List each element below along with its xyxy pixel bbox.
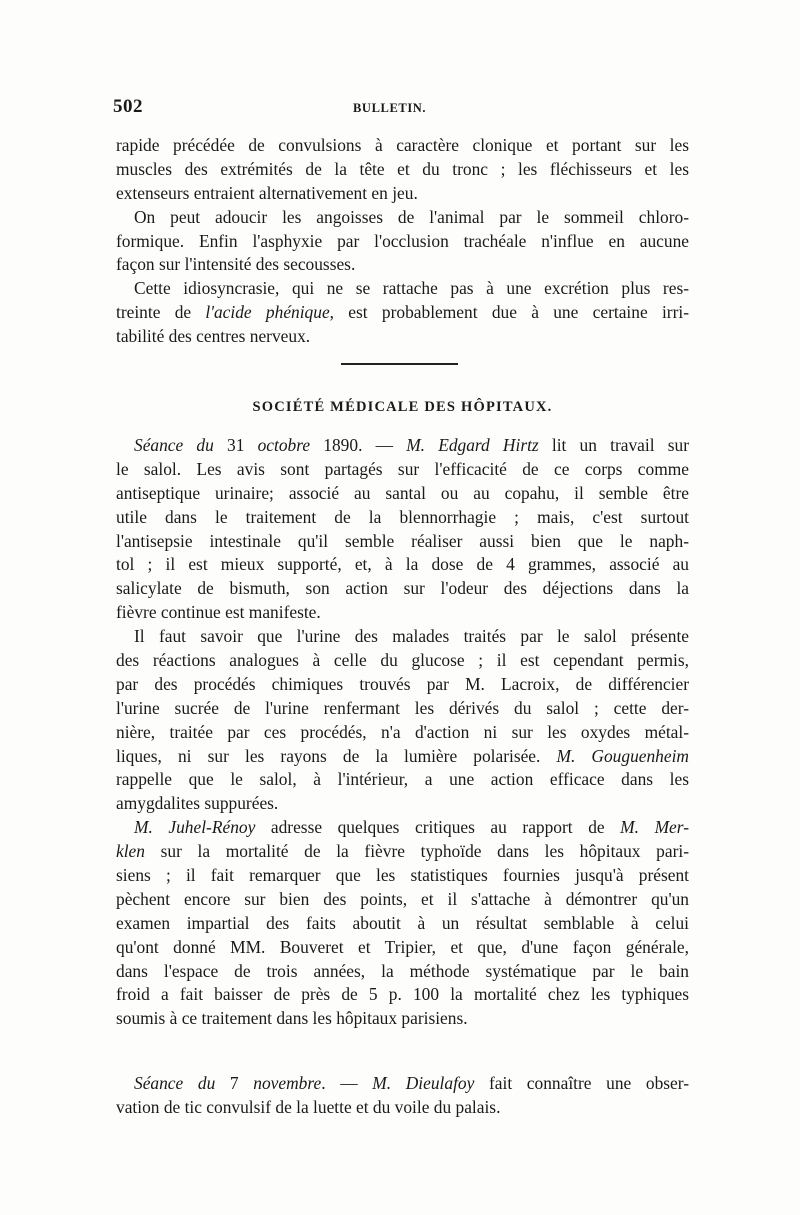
text-fragment: 7 <box>215 1073 254 1093</box>
text-line: qu'ont donné MM. Bouveret et Tripier, et que, d'une façon générale, <box>116 936 689 957</box>
running-head-title: BULLETIN. <box>353 101 427 115</box>
text-line: On peut adoucir les angoisses de l'animal par le sommeil chloro- <box>134 206 689 227</box>
text-line: soumis à ce traitement dans les hôpitaux parisiens. <box>116 1008 468 1029</box>
section-text-final <box>116 1072 689 1120</box>
text-line: façon sur l'intensité des secousses. <box>116 254 356 275</box>
text-line <box>116 434 689 458</box>
text-fragment: 1890. — <box>310 435 407 455</box>
speaker-name: M. Gouguenheim <box>556 745 689 766</box>
text-line: Il faut savoir que l'urine des malades traités par le salol présente <box>134 626 689 647</box>
text-line: froid a fait baisser de près de 5 p. 100 la mortalité chez les typhiques <box>116 984 689 1005</box>
text-fragment: fait connaître une obser- <box>474 1073 690 1093</box>
text-line: le salol. Les avis sont partagés sur l'efficacité de ce corps comme <box>116 458 689 479</box>
section-divider <box>341 363 458 365</box>
text-line: pèchent encore sur bien des points, et il s'attache à démontrer qu'un <box>116 888 689 909</box>
text-line <box>116 1072 689 1096</box>
text-line <box>116 745 689 769</box>
text-line <box>116 816 689 840</box>
session-date: Séance du <box>134 435 214 455</box>
text-line: rapide précédée de convulsions à caractère clonique et portant sur les <box>116 135 689 155</box>
text-line: antiseptique urinaire; associé au santal ou au copahu, il semble être <box>116 482 689 503</box>
text-line: dans l'espace de trois années, la méthode systématique par le bain <box>116 960 689 981</box>
text-fragment: . — <box>321 1073 373 1093</box>
text-line <box>116 840 689 864</box>
section-heading: SOCIÉTÉ MÉDICALE DES HÔPITAUX. <box>252 399 553 415</box>
text-line: examen impartial des faits aboutit à un résultat semblable à celui <box>116 912 689 933</box>
speaker-name: klen <box>116 841 145 862</box>
session-month: octobre <box>257 435 311 455</box>
speaker-name: M. Dieulafoy <box>372 1073 475 1093</box>
section-text <box>116 434 689 1031</box>
text-fragment: treinte de <box>116 302 206 323</box>
text-line: tabilité des centres nerveux. <box>116 326 311 347</box>
speaker-name: M. Mer- <box>620 817 689 838</box>
text-line: salicylate de bismuth, son action sur l'odeur des déjections dans la <box>116 578 689 599</box>
text-fragment: adresse quelques critiques au rapport de <box>255 817 621 838</box>
text-line: muscles des extrémités de la tête et du tronc ; les fléchisseurs et les <box>116 158 689 179</box>
text-fragment: sur la mortalité de la fièvre typhoïde dans les hôpitaux pari- <box>144 841 689 862</box>
text-line: l'antisepsie intestinale qu'il semble réaliser aussi bien que le naph- <box>116 530 689 551</box>
text-line: tol ; il est mieux supporté, et, à la dose de 4 grammes, associé au <box>116 554 689 575</box>
text-line: nière, traitée par ces procédés, n'a d'action ni sur les oxydes métal- <box>116 721 689 742</box>
text-line: rappelle que le salol, à l'intérieur, a une action efficace dans les <box>116 769 689 790</box>
text-fragment: 31 <box>213 435 258 455</box>
running-head <box>113 96 693 120</box>
text-fragment: , est probablement due à une certaine irri- <box>329 302 689 323</box>
session-date: Séance du <box>134 1073 216 1093</box>
text-line: amygdalites suppurées. <box>116 793 279 814</box>
text-fragment: lit un travail sur <box>538 435 690 455</box>
speaker-name: M. Juhel-Rénoy <box>134 817 256 838</box>
text-line: des réactions analogues à celle du glucose ; il est cependant permis, <box>116 650 689 671</box>
speaker-name: M. Edgard Hirtz <box>406 435 539 455</box>
text-line: fièvre continue est manifeste. <box>116 602 321 623</box>
text-line: Cette idiosyncrasie, qui ne se rattache pas à une excrétion plus res- <box>134 278 689 299</box>
text-line: siens ; il fait remarquer que les statistiques fournies jusqu'à présent <box>116 865 689 886</box>
italic-term: l'acide phénique <box>205 302 330 323</box>
continued-text <box>116 134 689 349</box>
text-line: utile dans le traitement de la blennorrhagie ; mais, c'est surtout <box>116 506 689 527</box>
text-line: par des procédés chimiques trouvés par M. Lacroix, de différencier <box>116 673 689 694</box>
session-month: novembre <box>253 1073 322 1093</box>
text-line: formique. Enfin l'asphyxie par l'occlusion trachéale n'influe en aucune <box>116 230 689 251</box>
text-line: extenseurs entraient alternativement en jeu. <box>116 182 418 203</box>
text-fragment: liques, ni sur les rayons de la lumière polarisée. <box>116 745 557 766</box>
text-line: vation de tic convulsif de la luette et du voile du palais. <box>116 1096 501 1117</box>
text-line <box>116 301 689 325</box>
page-number: 502 <box>113 96 143 117</box>
text-line: l'urine sucrée de l'urine renfermant les dérivés du salol ; cette der- <box>116 697 689 718</box>
